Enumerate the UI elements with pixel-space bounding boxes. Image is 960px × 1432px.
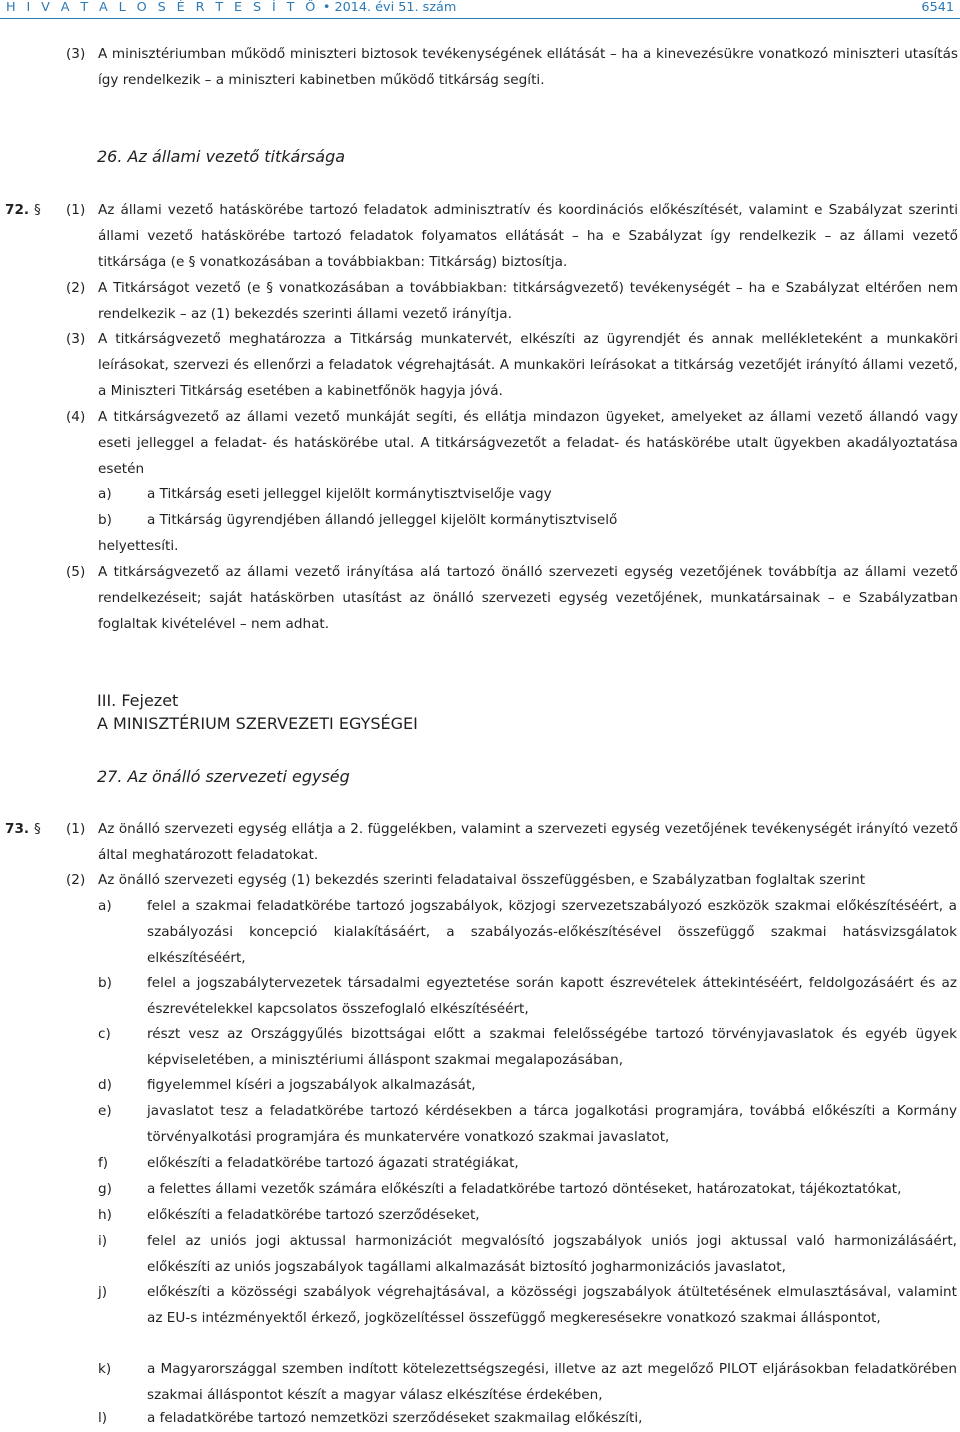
item-label: l)	[98, 1410, 108, 1426]
item-text: a feladatkörébe tartozó nemzetközi szerződéseket szakmailag előkészíti,	[147, 1410, 643, 1426]
item-label: i)	[98, 1233, 108, 1249]
publication-name: H I V A T A L O S É R T E S Í T Ő	[6, 0, 319, 15]
paragraph-text: Az állami vezető hatáskörébe tartozó feladatok adminisztratív és koordinációs előkészítését, valamint e Szabályzat szerinti állami vezető hatáskörébe tartozó feladatok folyamatos ellátását – ha e Szabályzat így rendelkezik – az állami vezető titkársága (e § vonatkozásában a továbbiakban: Titkárság) biztosítja.	[98, 202, 958, 270]
header-rule	[0, 18, 960, 19]
item-label: c)	[98, 1026, 111, 1042]
paragraph-text: A titkárságvezető az állami vezető munkáját segíti, és ellátja mindazon ügyeket, amelyeket az állami vezető állandó vagy eseti jelleggel a feladat- és hatáskörébe utal. A titkárságvezetőt a feladat- és hatáskörébe utalt ügyekben akadályoztatása esetén	[98, 409, 958, 477]
item-label: h)	[98, 1207, 112, 1223]
item-label: j)	[98, 1284, 108, 1300]
issue-label: • 2014. évi 51. szám	[322, 0, 457, 15]
item-label: b)	[98, 512, 112, 528]
item-text: felel az uniós jogi aktussal harmonizációt megvalósító jogszabályok uniós jogi aktussal való harmonizálásáért, előkészíti az uniós jogszabályok tagállami alkalmazását biztosító jogharmonizációs javaslatot,	[147, 1233, 957, 1275]
item-text: a felettes állami vezetők számára előkészíti a feladatkörébe tartozó döntéseket, határozatokat, tájékoztatókat,	[147, 1181, 902, 1197]
section-number-73: 73.	[5, 821, 30, 837]
item-text: a Magyarországgal szemben indított kötelezettségszegési, illetve az azt megelőző PILOT eljárásokban feladatkörében szakmai álláspontot készít a magyar válasz elkészítése érdekében,	[147, 1361, 957, 1403]
item-text: előkészíti a feladatkörébe tartozó ágazati stratégiákat,	[147, 1155, 519, 1171]
item-text: előkészíti a közösségi szabályok végrehajtásával, a közösségi jogszabályok átültetésének elmulasztásával, valamint az EU-s intézményektől érkező, jogközelítéssel összefüggő megkeresésekre vonatkozó szakmai álláspontot,	[147, 1284, 957, 1326]
paragraph-number: (1)	[66, 202, 86, 218]
item-text: felel a jogszabálytervezetek társadalmi egyeztetése során kapott észrevételek áttekintéséért, feldolgozásáért és az észrevételekkel kapcsolatos összefoglaló elkészítéséért,	[147, 975, 957, 1017]
item-text: figyelemmel kíséri a jogszabályok alkalmazását,	[147, 1077, 476, 1093]
paragraph-text: A titkárságvezető meghatározza a Titkárság munkatervét, elkészíti az ügyrendjét és annak mellékleteként a munkaköri leírásokat, szervezi és ellenőrzi a feladatok végrehajtását. A munkaköri leírásokat a titkárság vezetőjét irányító állami vezető, a Miniszteri Titkárság esetében a kabinetfőnök hagyja jóvá.	[98, 331, 958, 399]
paragraph-number: (4)	[66, 409, 86, 425]
page-number: 6541	[921, 0, 954, 15]
item-label: f)	[98, 1155, 109, 1171]
section-heading-27: 27. Az önálló szervezeti egység	[97, 767, 350, 786]
item-text: a Titkárság eseti jelleggel kijelölt kormánytisztviselője vagy	[147, 486, 552, 502]
paragraph-continuation: helyettesíti.	[98, 538, 179, 554]
paragraph-text: Az önálló szervezeti egység (1) bekezdés szerinti feladataival összefüggésben, e Szabályzatban foglaltak szerint	[98, 872, 866, 888]
paragraph-number: (2)	[66, 280, 86, 296]
item-label: a)	[98, 486, 112, 502]
paragraph-text: Az önálló szervezeti egység ellátja a 2. függelékben, valamint a szervezeti egység vezetőjének tevékenységét irányító vezető által meghatározott feladatokat.	[98, 821, 958, 863]
paragraph-text: A Titkárságot vezető (e § vonatkozásában a továbbiakban: titkárságvezető) tevékenységét – ha e Szabályzat eltérően nem rendelkezik – az (1) bekezdés szerinti állami vezető irányítja.	[98, 280, 958, 322]
item-label: d)	[98, 1077, 112, 1093]
item-text: előkészíti a feladatkörébe tartozó szerződéseket,	[147, 1207, 480, 1223]
paragraph-number: (1)	[66, 821, 86, 837]
chapter-title: A MINISZTÉRIUM SZERVEZETI EGYSÉGEI	[97, 714, 418, 733]
section-heading-26: 26. Az állami vezető titkársága	[97, 147, 346, 166]
paragraph-text: A minisztériumban működő miniszteri biztosok tevékenységének ellátását – ha a kinevezésükre vonatkozó miniszteri utasítás így rendelkezik – a miniszteri kabinetben működő titkárság segíti.	[98, 46, 958, 88]
section-number-72: 72.	[5, 202, 30, 218]
paragraph-number: (3)	[66, 331, 86, 347]
paragraph-number: (3)	[66, 46, 86, 62]
item-label: a)	[98, 898, 112, 914]
item-text: felel a szakmai feladatkörébe tartozó jogszabályok, közjogi szervezetszabályozó eszközök szakmai előkészítéséért, a szabályozási koncepció kialakításáért, a szabályozás-előkészítésével összefüggő szakmai hatásvizsgálatok elkészítéséért,	[147, 898, 957, 966]
item-label: k)	[98, 1361, 112, 1377]
section-sign: §	[34, 202, 41, 218]
item-label: g)	[98, 1181, 112, 1197]
paragraph-number: (2)	[66, 872, 86, 888]
page-header	[0, 0, 960, 20]
item-text: részt vesz az Országgyűlés bizottságai előtt a szakmai felelősségébe tartozó törvényjavaslatok és egyéb ügyek képviseletében, a minisztériumi álláspont szakmai megalapozásában,	[147, 1026, 957, 1068]
chapter-number: III. Fejezet	[97, 691, 179, 710]
item-text: javaslatot tesz a feladatkörébe tartozó kérdésekben a tárca jogalkotási programjára, továbbá előkészíti a Kormány törvényalkotási programjára és munkatervére vonatkozó szakmai javaslatot,	[147, 1103, 957, 1145]
item-label: e)	[98, 1103, 112, 1119]
section-sign: §	[34, 821, 41, 837]
item-text: a Titkárság ügyrendjében állandó jelleggel kijelölt kormánytisztviselő	[147, 512, 618, 528]
paragraph-number: (5)	[66, 564, 86, 580]
item-label: b)	[98, 975, 112, 991]
publication-title	[6, 0, 456, 16]
paragraph-text: A titkárságvezető az állami vezető irányítása alá tartozó önálló szervezeti egység vezetőjének továbbítja az állami vezető rendelkezéseit; saját hatáskörben utasítást az önálló szervezeti egység vezetőjének, munkatársainak – e Szabályzatban foglaltak kivételével – nem adhat.	[98, 564, 958, 632]
